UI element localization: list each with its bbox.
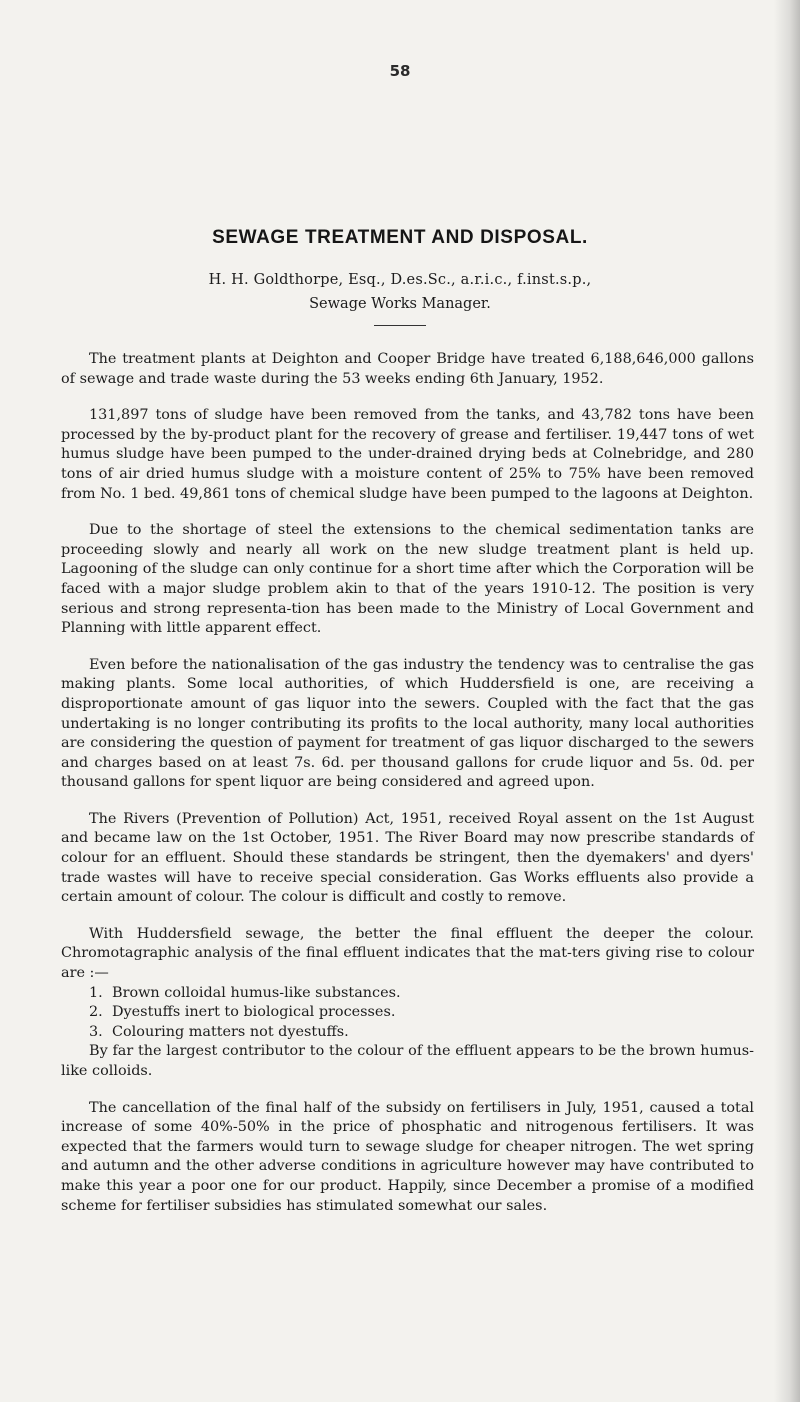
page-number: 58	[389, 62, 411, 80]
list-item	[61, 1023, 754, 1043]
list-item-number: 3.	[89, 1023, 103, 1040]
paragraph-steel-shortage: Due to the shortage of steel the extensions to the chemical sedimentation tanks are proceeding slowly and nearly all work on the new sludge treatment plant is held up. Lagooning of the sludge can only continue for a short time after which the Corporation will be faced with a major sludge problem akin to that of the years 1910-12. The position is very serious and strong representa-tion has been made to the Ministry of Local Government and Planning with little apparent effect.	[61, 522, 754, 637]
heading-divider	[374, 325, 426, 326]
list-item-text: Dyestuffs inert to biological processes.	[112, 1004, 396, 1021]
author-position: Sewage Works Manager.	[309, 296, 491, 312]
report-body	[61, 350, 754, 1233]
page-edge-shadow	[774, 0, 800, 1402]
paragraph-colour-analysis: With Huddersfield sewage, the better the final effluent the deeper the colour. Chromotagraphic analysis of the final effluent indicates that the mat-ters giving rise to colour are :—	[61, 925, 754, 982]
list-item-number: 2.	[89, 1004, 103, 1021]
paragraph-largest-contributor: By far the largest contributor to the colour of the effluent appears to be the brown humus-like colloids.	[61, 1043, 754, 1079]
paragraph-sludge-quantities: 131,897 tons of sludge have been removed from the tanks, and 43,782 tons have been processed by the by-product plant for the recovery of grease and fertiliser. 19,447 tons of wet humus sludge have been pumped to the under-drained drying beds at Colnebridge, and 280 tons of air dried humus sludge with a moisture content of 25% to 75% have been removed from No. 1 bed. 49,861 tons of chemical sludge have been pumped to the lagoons at Deighton.	[61, 407, 754, 502]
paragraph-gas-liquor: Even before the nationalisation of the gas industry the tendency was to centralise the gas making plants. Some local authorities, of which Huddersfield is one, are receiving a disproportionate amount of gas liquor into the sewers. Coupled with the fact that the gas undertaking is no longer contributing its profits to the local authority, many local authorities are considering the question of payment for treatment of gas liquor discharged to the sewers and charges based on at least 7s. 6d. per thousand gallons for crude liquor and 5s. 0d. per thousand gallons for spent liquor are being considered and agreed upon.	[61, 656, 754, 791]
colour-causes-list	[61, 984, 754, 1043]
section-heading: SEWAGE TREATMENT AND DISPOSAL.	[212, 227, 588, 248]
list-item-text: Colouring matters not dyestuffs.	[112, 1023, 349, 1040]
list-item-number: 1.	[89, 984, 103, 1001]
paragraph-rivers-act: The Rivers (Prevention of Pollution) Act, 1951, received Royal assent on the 1st August and became law on the 1st October, 1951. The River Board may now prescribe standards of colour for an effluent. Should these standards be stringent, then the dyemakers' and dyers' trade wastes will have to receive special consideration. Gas Works effluents also provide a certain amount of colour. The colour is difficult and costly to remove.	[61, 810, 754, 906]
author-line: H. H. Goldthorpe, Esq., D.es.Sc., a.r.i.c., f.inst.s.p.,	[208, 272, 592, 288]
paragraph-fertiliser-subsidy: The cancellation of the final half of the subsidy on fertilisers in July, 1951, caused a total increase of some 40%-50% in the price of phosphatic and nitrogenous fertilisers. It was expected that the farmers would turn to sewage sludge for cheaper nitrogen. The wet spring and autumn and the other adverse conditions in agriculture however may have contributed to make this year a poor one for our product. Happily, since December a promise of a modified scheme for fertiliser subsidies has stimulated somewhat our sales.	[61, 1099, 754, 1214]
list-item-text: Brown colloidal humus-like substances.	[112, 984, 401, 1001]
list-item	[61, 984, 754, 1004]
list-item	[61, 1003, 754, 1023]
paragraph-treatment-volume: The treatment plants at Deighton and Cooper Bridge have treated 6,188,646,000 gallons of sewage and trade waste during the 53 weeks ending 6th January, 1952.	[61, 351, 754, 387]
